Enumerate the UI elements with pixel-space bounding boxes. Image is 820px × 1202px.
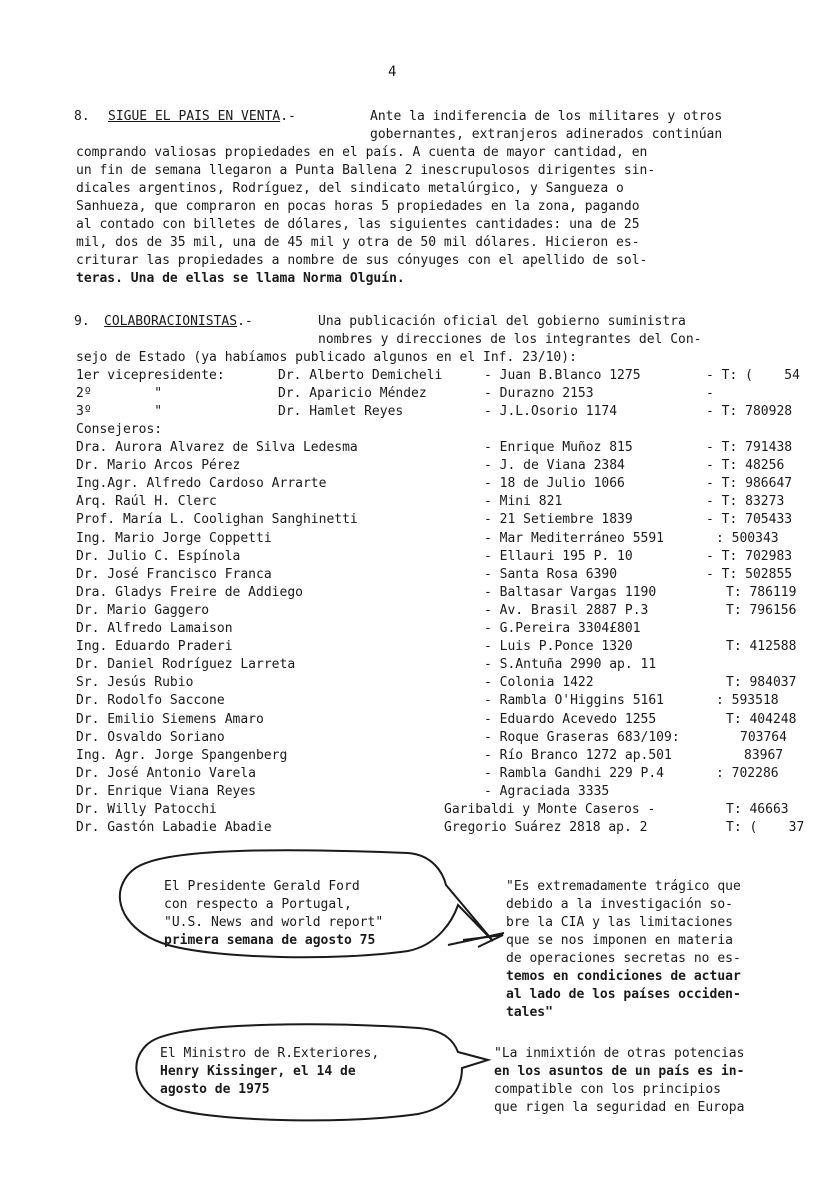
section9-heading-text: COLABORACIONISTAS	[104, 314, 238, 329]
member-phone: - T: 705433	[706, 512, 793, 528]
member-address: - Agraciada 3335	[484, 783, 610, 799]
member-name: Sr. Jesús Rubio	[76, 675, 194, 691]
member-address: - Luis P.Ponce 1320	[484, 639, 633, 655]
section8-line-0: Ante la indiferencia de los militares y otros	[370, 109, 723, 124]
member-address: - S.Antuña 2990 ap. 11	[484, 657, 657, 673]
member-name: Ing. Agr. Jorge Spangenberg	[76, 747, 288, 763]
section8-line-2: comprando valiosas propiedades en el país. A cuenta de mayor cantidad, en	[76, 145, 648, 160]
member-address: - Enrique Muñoz 815	[484, 440, 633, 455]
member-name: Dr. Julio C. Espínola	[76, 548, 241, 564]
vice-role: 2º "	[76, 386, 163, 401]
kissinger-box-line-1: Henry Kissinger, el 14 de	[160, 1064, 356, 1079]
vice-role: 1er vicepresidente:	[76, 368, 225, 383]
section8-line-5: Sanhueza, que compraron en pocas horas 5 propiedades en la zona, pagando	[76, 199, 640, 214]
vice-address: - Juan B.Blanco 1275	[484, 368, 641, 383]
member-phone: - T: 48256	[706, 458, 785, 474]
ford-box-line-3: primera semana de agosto 75	[164, 933, 376, 948]
member-name: Dr. Osvaldo Soriano	[76, 729, 225, 745]
member-address: - Colonia 1422	[484, 675, 594, 691]
member-address: - Rambla O'Higgins 5161	[484, 693, 665, 709]
member-phone: T: ( 37	[726, 820, 805, 836]
member-address: - Mini 821	[484, 494, 563, 510]
kissinger-box-line-0: El Ministro de R.Exteriores,	[160, 1046, 380, 1061]
member-name: Dr. Mario Gaggero	[76, 602, 210, 618]
member-name: Ing. Mario Jorge Coppetti	[76, 530, 272, 546]
section8-line-4: dicales argentinos, Rodríguez, del sindicato metalúrgico, y Sangueza o	[76, 181, 624, 196]
ford-quote-line: temos en condiciones de actuar	[506, 969, 741, 984]
ford-quote-line: debido a la investigación so-	[506, 897, 733, 912]
section9-number: 9.	[74, 314, 90, 329]
member-name: Dr. Enrique Viana Reyes	[76, 783, 257, 799]
section8-line-1: gobernantes, extranjeros adinerados continúan	[370, 127, 723, 142]
member-name: Arq. Raúl H. Clerc	[76, 494, 217, 510]
ford-quote-line: al lado de los países occiden-	[506, 987, 741, 1002]
vice-name: Dr. Hamlet Reyes	[278, 404, 404, 419]
member-name: Dr. Daniel Rodríguez Larreta	[76, 657, 296, 673]
member-name: Dr. José Antonio Varela	[76, 765, 257, 781]
member-address: - Mar Mediterráneo 5591	[484, 530, 665, 546]
member-address: - Eduardo Acevedo 1255	[484, 711, 657, 727]
vice-address: - Durazno 2153	[484, 386, 594, 401]
member-phone: T: 412588	[726, 639, 797, 655]
member-name: Dra. Gladys Freire de Addiego	[76, 584, 303, 600]
member-name: Dr. Gastón Labadie Abadie	[76, 820, 272, 836]
section8-heading-text: SIGUE EL PAIS EN VENTA	[108, 109, 281, 124]
vice-phone: - T: ( 54	[706, 368, 800, 383]
section8-heading	[108, 108, 296, 126]
kissinger-quote-line: compatible con los principios	[494, 1082, 721, 1097]
member-phone: 83967	[744, 747, 784, 763]
member-name: Dr. Willy Patocchi	[76, 802, 217, 817]
kissinger-quote-line: en los asuntos de un país es in-	[494, 1064, 745, 1079]
section8-line-9: teras. Una de ellas se llama Norma Olguín.	[76, 271, 405, 286]
kissinger-quote-line: que rigen la seguridad en Europa	[494, 1100, 745, 1115]
ford-quote-line: que se nos imponen en materia	[506, 933, 733, 948]
vice-role: 3º "	[76, 404, 163, 419]
member-address: - Roque Graseras 683/109:	[484, 729, 680, 745]
section9-heading	[104, 313, 253, 331]
kissinger-box-line-2: agosto de 1975	[160, 1082, 270, 1097]
member-address: - Av. Brasil 2887 P.3	[484, 602, 649, 618]
ford-quote-line: tales"	[506, 1005, 553, 1020]
member-phone: T: 46663	[726, 802, 789, 817]
section8-line-8: criturar las propiedades a nombre de sus cónyuges con el apellido de sol-	[76, 253, 648, 268]
member-phone: : 500343	[716, 530, 779, 546]
member-phone: T: 404248	[726, 711, 797, 727]
member-name: Dr. Mario Arcos Pérez	[76, 458, 241, 474]
member-name: Dra. Aurora Alvarez de Silva Ledesma	[76, 440, 358, 455]
member-address: - 18 de Julio 1066	[484, 476, 625, 492]
ford-quote-line: "Es extremadamente trágico que	[506, 879, 741, 894]
section9-heading-suffix: .-	[237, 314, 253, 329]
ford-box-line-2: "U.S. News and world report"	[164, 915, 384, 930]
ford-box-line-1: con respecto a Portugal,	[164, 897, 352, 912]
member-name: Dr. Alfredo Lamaison	[76, 621, 233, 636]
member-name: Ing. Eduardo Praderi	[76, 639, 233, 655]
member-address: - J. de Viana 2384	[484, 458, 625, 474]
vice-address: - J.L.Osorio 1174	[484, 404, 618, 419]
member-phone: - T: 502855	[706, 566, 793, 582]
ford-box-line-0: El Presidente Gerald Ford	[164, 879, 360, 894]
member-phone: - T: 702983	[706, 548, 793, 564]
section9-line-0: Una publicación oficial del gobierno suministra	[318, 314, 686, 329]
member-phone: - T: 791438	[706, 440, 793, 455]
section8-line-3: un fin de semana llegaron a Punta Ballena 2 inescrupulosos dirigentes sin-	[76, 163, 656, 178]
vice-phone: - T: 780928	[706, 404, 793, 419]
vice-name: Dr. Alberto Demicheli	[278, 368, 443, 383]
member-address: - Rambla Gandhi 229 P.4	[484, 765, 665, 781]
member-phone: : 702286	[716, 765, 779, 781]
member-phone: - T: 83273	[706, 494, 785, 510]
section8-heading-suffix: .-	[280, 109, 296, 124]
consejeros-label: Consejeros:	[76, 422, 163, 437]
vice-phone: -	[706, 386, 714, 401]
member-address: - Río Branco 1272 ap.501	[484, 747, 672, 763]
member-address: - 21 Setiembre 1839	[484, 512, 633, 528]
member-phone: - T: 986647	[706, 476, 793, 492]
section8-line-6: al contado con billetes de dólares, las siguientes cantidades: una de 25	[76, 217, 640, 232]
member-phone: T: 796156	[726, 602, 797, 618]
member-phone: T: 984037	[726, 675, 797, 691]
member-address: - Baltasar Vargas 1190	[484, 584, 657, 600]
member-name: Prof. María L. Coolighan Sanghinetti	[76, 512, 358, 528]
member-name: Dr. Emilio Siemens Amaro	[76, 711, 264, 727]
vice-name: Dr. Aparicio Méndez	[278, 386, 427, 401]
member-phone: : 593518	[716, 693, 779, 709]
kissinger-quote-line: "La inmixtión de otras potencias	[494, 1046, 745, 1061]
ford-quote-line: de operaciones secretas no es-	[506, 951, 741, 966]
section8-line-7: mil, dos de 35 mil, una de 45 mil y otra de 50 mil dólares. Hicieron es-	[76, 235, 640, 250]
section8-number: 8.	[74, 109, 90, 124]
member-address: - Santa Rosa 6390	[484, 566, 618, 582]
member-name: Dr. José Francisco Franca	[76, 566, 272, 582]
section9-line-1: nombres y direcciones de los integrantes del Con-	[318, 332, 702, 347]
member-name: Ing.Agr. Alfredo Cardoso Arrarte	[76, 476, 327, 492]
member-phone: 703764	[740, 729, 787, 745]
ford-quote-line: bre la CIA y las limitaciones	[506, 915, 733, 930]
member-address: Gregorio Suárez 2818 ap. 2	[444, 820, 648, 836]
member-address: - G.Pereira 3304£801	[484, 621, 641, 636]
member-name: Dr. Rodolfo Saccone	[76, 693, 225, 709]
member-address: Garibaldi y Monte Caseros -	[444, 802, 656, 817]
member-phone: T: 786119	[726, 584, 797, 600]
member-address: - Ellauri 195 P. 10	[484, 548, 633, 564]
section9-line-2: sejo de Estado (ya habíamos publicado algunos en el Inf. 23/10):	[76, 350, 577, 365]
page-number: 4	[388, 64, 397, 80]
